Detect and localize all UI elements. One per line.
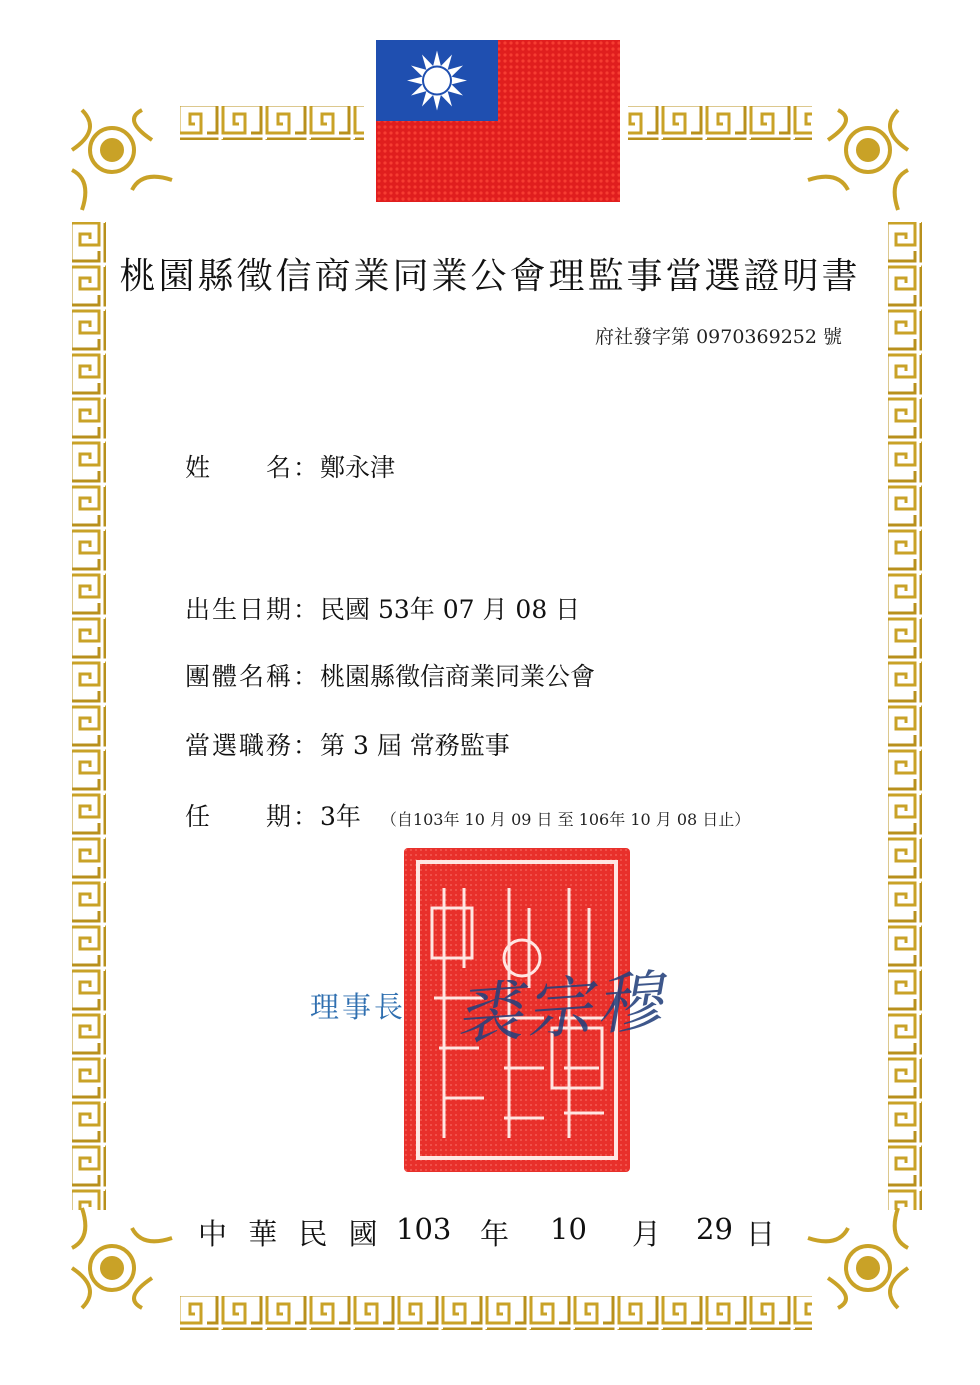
term-value: 3年	[320, 802, 361, 831]
position-value: 第 3 屆 常務監事	[320, 731, 510, 760]
term-label: 任 期：	[185, 802, 321, 831]
issue-date-era: 中 華 民 國	[198, 1217, 384, 1251]
issue-date-day: 29	[696, 1212, 733, 1246]
name-label: 姓 名：	[185, 453, 321, 482]
issue-date-year-unit: 年	[480, 1217, 510, 1251]
issue-date-month-unit: 月	[632, 1217, 662, 1251]
chairman-label: 理事長	[310, 990, 407, 1024]
birth-row	[185, 590, 580, 626]
certificate-title: 桃園縣徵信商業同業公會理監事當選證明書	[119, 256, 861, 297]
term-row	[185, 797, 750, 833]
issue-date-month: 10	[550, 1212, 587, 1246]
chairman-signature: 裘宗穆	[452, 962, 668, 1055]
issue-date-year: 103	[396, 1212, 452, 1246]
birth-label: 出生日期：	[185, 595, 321, 624]
term-detail: （自103年 10 月 09 日 至 106年 10 月 08 日止）	[380, 810, 751, 829]
issue-date-day-unit: 日	[746, 1217, 776, 1251]
org-row	[185, 657, 595, 693]
document-number: 府社發字第 0970369252 號	[595, 326, 842, 348]
name-value: 鄭永津	[320, 453, 396, 482]
position-row	[185, 726, 510, 762]
name-row	[185, 448, 395, 484]
org-value: 桃園縣徵信商業同業公會	[320, 662, 596, 691]
org-label: 團體名稱：	[185, 662, 321, 691]
birth-value: 民國 53年 07 月 08 日	[320, 595, 581, 624]
position-label: 當選職務：	[185, 731, 321, 760]
